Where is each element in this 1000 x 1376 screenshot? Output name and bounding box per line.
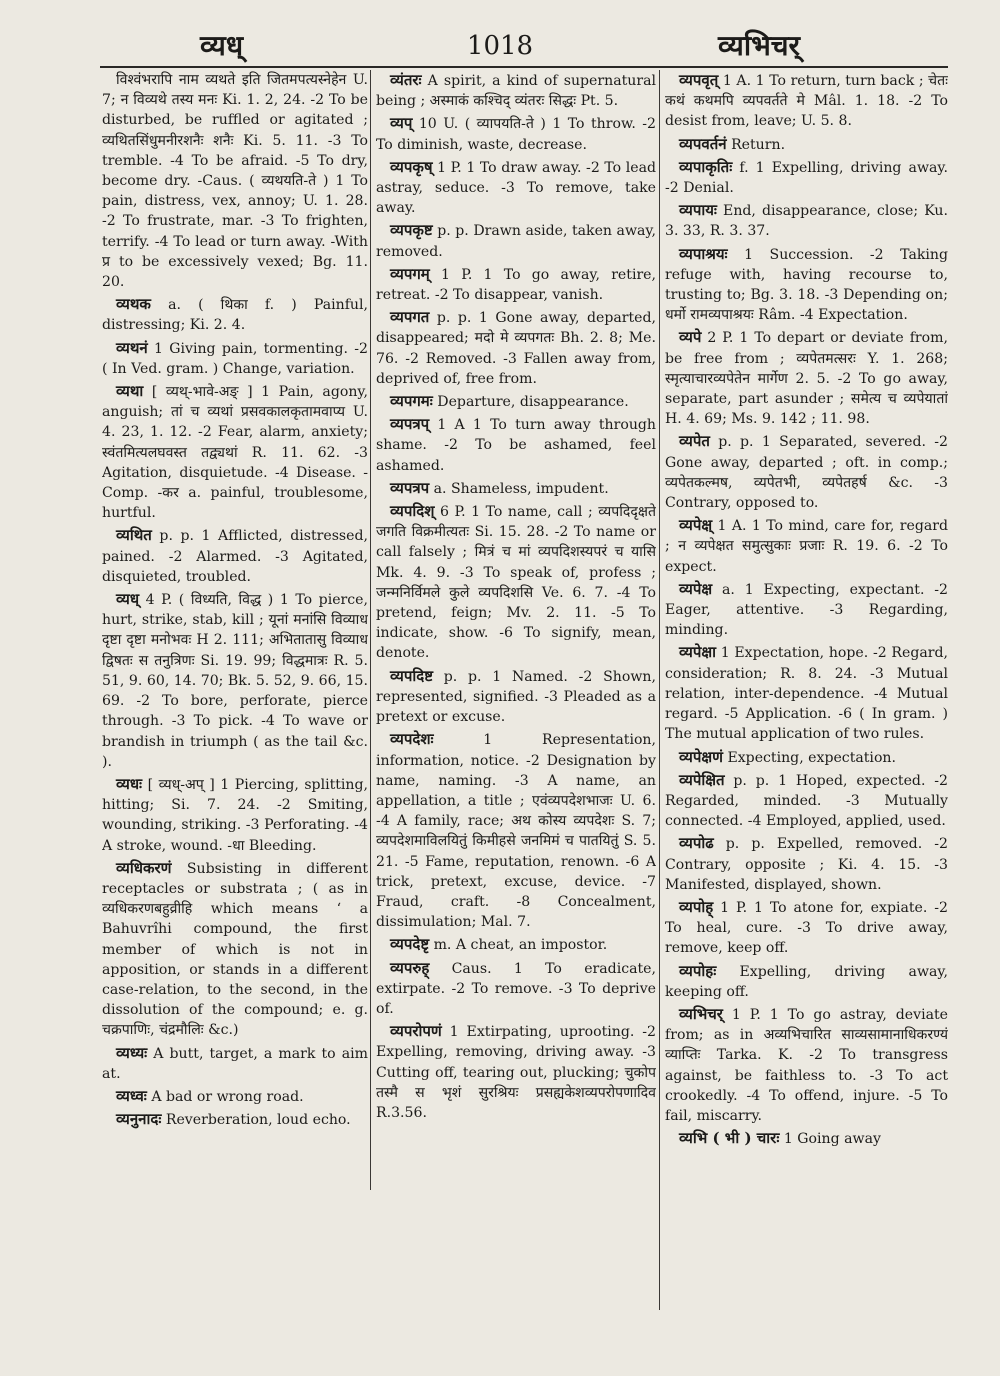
column-1: [102, 70, 368, 1160]
entry-text: p. p. 1 Separated, severed. -2 Gone away, departed ; oft. in comp.; व्यपेतकल्मष, व्यपेतभी, व्यपेतहर्ष &c. -3 Contrary, opposed to.: [665, 434, 948, 512]
entry-headword: व्यपाकृतिः: [679, 157, 733, 176]
dictionary-entry: [665, 244, 948, 326]
page-number: 1018: [466, 31, 534, 61]
entry-headword: व्यथित: [116, 526, 152, 545]
entry-text: p. p. Drawn aside, taken away, removed.: [376, 223, 656, 260]
entry-text: 6 P. 1 To name, call ; व्यपदिदृक्षते जगति विक्रमीत्यतः Si. 15. 28. -2 To name or call falsely ; मित्रं च मां व्यपदिशस्यपरं च यासि Mk. 4. 9. -3 To speak of, profess ; जन्मनिर्विमले कुले व्यपदिशसि Ve. 6. 7. -4 To pretend, feign; Mv. 2. 11. -5 To indicate, show. -6 To signify, mean, denote.: [376, 504, 656, 662]
dictionary-entry: [376, 729, 656, 932]
dictionary-entry: [665, 200, 948, 241]
entry-headword: व्यधिकरणं: [116, 858, 172, 877]
entry-headword: व्यथक: [116, 295, 151, 314]
entry-headword: व्यभि ( भी ) चारः: [679, 1129, 780, 1148]
entry-text: Caus. 1 To eradicate, extirpate. -2 To remove. -3 To deprive of.: [376, 960, 656, 1017]
entry-text: 4 P. ( विध्यति, विद्ध ) 1 To pierce, hurt, strike, stab, kill ; यूनां मनांसि विव्याध दृष्टा दृष्टा मनोभवः H 2. 111; अभितातासु विव्याध द्विषतः स तनुत्रिणः Si. 19. 99; विद्धमात्रः R. 5. 51, 9. 60, 14. 70; Bk. 5. 52, 9. 66, 15. 69. -2 To bore, perforate, pierce through. -3 To pick. -4 To wave or brandish in triumph ( as the tail &c. ).: [102, 592, 368, 770]
entry-headword: व्यपेक्ष्: [679, 516, 713, 535]
dictionary-entry: [376, 501, 656, 664]
dictionary-entry: [102, 1086, 368, 1107]
dictionary-entry: [376, 934, 656, 955]
dictionary-entry: [376, 958, 656, 1020]
entry-headword: व्यपेक्ष: [679, 579, 713, 598]
dictionary-entry: [376, 157, 656, 219]
entry-headword: व्यध्: [116, 590, 140, 609]
dictionary-entry: [102, 589, 368, 772]
entry-headword: व्यपगमः: [390, 392, 433, 411]
entry-headword: व्यध्वः: [116, 1086, 147, 1105]
entry-text: p. p. Expelled, removed. -2 Contrary, opposite ; Ki. 4. 15. -3 Manifested, displayed, shown.: [665, 836, 948, 893]
entry-text: 1 A. 1 To return, turn back ; चेतः कथं कथमपि व्यपवर्तते मे Mâl. 1. 18. -2 To desist from, leave; U. 5. 8.: [665, 73, 948, 130]
entry-text: p. p. 1 Named. -2 Shown, represented, signified. -3 Pleaded as a pretext or excuse.: [376, 668, 656, 726]
entry-headword: व्यनुनादः: [116, 1110, 162, 1129]
entry-text: f. 1 Expelling, driving away. -2 Denial.: [665, 159, 948, 197]
entry-text: 2 P. 1 To depart or deviate from, be free from ; व्यपेतमत्सरः Y. 1. 268; स्मृत्याचारव्यपेतेन मार्गेण 2. 5. -2 To go away, separate, part asunder ; समेत्य च व्यपेयातां H. 4. 69; Ms. 9. 142 ; 11. 98.: [665, 330, 948, 428]
dictionary-entry: [376, 666, 656, 728]
entry-headword: व्यपगत: [390, 308, 430, 327]
dictionary-entry: [665, 833, 948, 895]
entry-headword: व्यपदिश्: [390, 502, 435, 521]
dictionary-entry: [665, 961, 948, 1002]
entry-headword: व्यपदेशः: [390, 730, 434, 749]
dictionary-entry: [376, 220, 656, 261]
entry-text: p. p. 1 Gone away, departed, disappeared; मदो मे व्यपगतः Bh. 2. 8; Me. 76. -2 Removed. -3 Fallen away from, deprived of, free from.: [376, 310, 656, 387]
entry-headword: व्यपोढ: [679, 834, 714, 853]
dictionary-entry: [102, 1109, 368, 1130]
dictionary-entry: [376, 264, 656, 305]
entry-headword: व्यपेक्षणं: [679, 747, 723, 766]
dictionary-entry: [665, 431, 948, 513]
entry-text: 1 Giving pain, tormenting. -2 ( In Ved. gram. ) Change, variation.: [102, 340, 368, 377]
entry-text: 1 Going away: [783, 1131, 881, 1148]
dictionary-entry: [376, 113, 656, 154]
entry-text: 1 P. 1 To go away, retire, retreat. -2 To disappear, vanish.: [376, 266, 656, 304]
entry-headword: व्यपे: [679, 328, 702, 347]
dictionary-entry: [665, 1004, 948, 1126]
entry-text: Return.: [731, 136, 786, 153]
entry-headword: व्यथा: [116, 382, 144, 401]
dictionary-entry: [376, 414, 656, 476]
entry-text: 10 U. ( व्यापयति-ते ) 1 To throw. -2 To diminish, waste, decrease.: [376, 116, 656, 153]
dictionary-entry: [665, 70, 948, 132]
entry-text: a. Shameless, impudent.: [433, 480, 609, 497]
entry-headword: व्यपोहः: [679, 961, 717, 980]
entry-text: 1 P. 1 To atone for, expiate. -2 To heal, cure. -3 To drive away, remove, keep off.: [665, 899, 948, 957]
entry-headword: व्यपदेष्टृ: [390, 935, 430, 954]
dictionary-entry: [102, 525, 368, 587]
dictionary-entry: [665, 515, 948, 577]
entry-headword: व्यपकृष्: [390, 157, 433, 176]
entry-headword: व्यपत्रप्: [390, 415, 430, 434]
dictionary-entry: [665, 327, 948, 429]
entry-text: 1 Representation, information, notice. -2 Designation by name, naming. -3 A name, an appellation, a title ; एवंव्यपदेशभाजः U. 6. -4 A family, race; अथ कोस्य व्यपदेशः S. 7; व्यपदेशमाविलयितुं किमीहसे जनमिमं च पातयितुं S. 5. 21. -5 Fame, reputation, renown. -6 A trick, pretext, excuse, device. -7 Fraud, craft. -8 Concealment, dissimulation; Mal. 7.: [376, 732, 656, 931]
entry-text: A spirit, a kind of supernatural being ; अस्माकं कश्चिद् व्यंतरः सिद्धः Pt. 5.: [376, 73, 656, 110]
entry-text: A butt, target, a mark to aim at.: [102, 1045, 368, 1082]
entry-headword: व्यपेक्षा: [679, 643, 716, 662]
entry-text: 1 P. 1 To draw away. -2 To lead astray, seduce. -3 To remove, take away.: [376, 159, 656, 217]
entry-headword: व्यपदिष्ट: [390, 666, 433, 685]
entry-text: a. 1 Expecting, expectant. -2 Eager, attentive. -3 Regarding, minding.: [665, 581, 948, 639]
running-head-left: व्यध्: [200, 29, 244, 62]
dictionary-entry: [102, 294, 368, 335]
dictionary-entry: [665, 157, 948, 198]
entry-headword: व्यपरोपणं: [390, 1022, 442, 1041]
dictionary-entry: [665, 642, 948, 744]
entry-headword: व्यंतरः: [390, 71, 422, 89]
dictionary-entry: [376, 478, 656, 499]
dictionary-entry: [376, 307, 656, 389]
dictionary-entry: [102, 381, 368, 523]
entry-headword: व्यपत्रप: [390, 478, 430, 497]
entry-headword: व्यपाश्रयः: [679, 244, 728, 263]
entry-text: Reverberation, loud echo.: [165, 1112, 351, 1129]
entry-headword: व्यपायः: [679, 201, 717, 220]
dictionary-entry: [102, 1043, 368, 1084]
entry-headword: व्यध्यः: [116, 1043, 148, 1062]
entry-text: Expecting, expectation.: [727, 749, 896, 766]
dictionary-entry: [665, 1128, 948, 1149]
entry-text: [ व्यथ्-भावे-अङ् ] 1 Pain, agony, anguish; तां च व्यथां प्रसवकालकृतामवाप्य U. 4. 23, 1. 12. -2 Fear, alarm, anxiety; स्वंतमित्यलघवस्त तद्व्यथां R. 11. 62. -3 Agitation, disquietude. -4 Disease. -Comp. -कर a. painful, troublesome, hurtful.: [102, 384, 368, 522]
entry-headword: व्यपकृष्ट: [390, 221, 433, 240]
entry-text: 1 A 1 To turn away through shame. -2 To be ashamed, feel ashamed.: [376, 417, 656, 474]
entry-text: p. p. 1 Afflicted, distressed, pained. -2 Alarmed. -3 Agitated, disquieted, troubled.: [102, 528, 368, 585]
dictionary-entry: [102, 858, 368, 1041]
dictionary-entry: [102, 774, 368, 856]
entry-text: 1 Expectation, hope. -2 Regard, consideration; R. 8. 24. -3 Mutual relation, inter-dependence. -4 Mutual regard. -5 Application. -6 ( In gram. ) The mutual application of two rules.: [665, 645, 948, 743]
dictionary-entry: [665, 134, 948, 155]
entry-text: 1 Extirpating, uprooting. -2 Expelling, removing, driving away. -3 Cutting off, tearing out, plucking; चुकोप तस्मै स भृशं सुरश्रियः प्रसह्यकेशव्यपरोपणादिव R.3.56.: [376, 1024, 656, 1121]
column-3: [665, 70, 948, 1310]
entry-headword: व्यभिचर्: [679, 1004, 723, 1023]
entry-headword: व्यधः: [116, 774, 143, 793]
dictionary-entry: [102, 70, 368, 292]
running-head-right: व्यभिचर्: [718, 29, 800, 62]
entry-text: m. A cheat, an impostor.: [433, 937, 608, 954]
entry-text: a. ( थिका f. ) Painful, distressing; Ki. 2. 4.: [102, 297, 368, 334]
column-divider: [370, 70, 371, 1190]
entry-headword: व्यपेत: [679, 432, 710, 451]
header-rule: [100, 66, 948, 68]
entry-text: 1 Succession. -2 Taking refuge with, having recourse to, trusting to; Bg. 3. 18. -3 Depending on; धर्मो रामव्यपाश्रयः Râm. -4 Expectation.: [665, 246, 948, 324]
entry-headword: व्यथनं: [116, 338, 148, 357]
dictionary-entry: [665, 897, 948, 959]
entry-headword: व्यपोह्: [679, 897, 714, 916]
entry-text: [ व्यध्-अप् ] 1 Piercing, splitting, hitting; Si. 7. 24. -2 Smiting, wounding, striking. -3 Perforating. -4 A stroke, wound. -धा Bleeding.: [102, 776, 368, 854]
entry-text: p. p. 1 Hoped, expected. -2 Regarded, minded. -3 Mutually connected. -4 Employed, applied, used.: [665, 772, 948, 830]
entry-text: Departure, disappearance.: [437, 394, 629, 411]
entry-text: A bad or wrong road.: [151, 1088, 304, 1105]
entry-text: 1 P. 1 To go astray, deviate from; as in अव्यभिचारित साव्यसामानाधिकरण्यं व्याप्तिः Tarka. K. -2 To transgress against, be faithless to. -3 To act crookedly. -4 To offend, injure. -5 To fail, miscarry.: [665, 1006, 948, 1124]
dictionary-entry: [665, 579, 948, 641]
entry-text: विश्वंभरापि नाम व्यथते इति जितमपत्यस्नेहेन U. 7; न विव्यथे तस्य मनः Ki. 1. 2, 24. -2 To be disturbed, be ruffled or agitated ; व्यथितसिंधुमनीरशनैः शनैः Ki. 5. 11. -3 To tremble. -4 To be afraid. -5 To dry, become dry. -Caus. ( व्यथयति-ते ) 1 To pain, distress, vex, annoy; U. 1. 28. -2 To frustrate, mar. -3 To frighten, terrify. -4 To lead or turn away. -With प्र to be excessively vexed; Bg. 11. 20.: [102, 72, 368, 291]
entry-text: Expelling, driving away, keeping off.: [665, 963, 948, 1000]
entry-headword: व्यपवृत्: [679, 71, 719, 89]
entry-headword: व्यपगम्: [390, 264, 430, 283]
dictionary-entry: [665, 747, 948, 768]
entry-headword: व्यपरुह्: [390, 958, 430, 977]
dictionary-entry: [376, 1021, 656, 1123]
entry-text: End, disappearance, close; Ku. 3. 33, R. 3. 37.: [665, 203, 948, 240]
dictionary-entry: [665, 770, 948, 832]
entry-headword: व्यप्: [390, 114, 413, 133]
dictionary-entry: [376, 70, 656, 111]
dictionary-entry: [376, 391, 656, 412]
entry-headword: व्यपवर्तनं: [679, 134, 727, 153]
dictionary-entry: [102, 338, 368, 379]
column-2: [376, 70, 656, 1300]
entry-text: 1 A. 1 To mind, care for, regard ; न व्यपेक्षत समुत्सुकाः प्रजाः R. 19. 6. -2 To expect.: [665, 518, 948, 575]
column-divider: [659, 70, 660, 1310]
entry-headword: व्यपेक्षित: [679, 770, 725, 789]
entry-text: Subsisting in different receptacles or substrata ; ( as in व्यधिकरणबहुव्रीहि which means ‘ a Bahuvrîhi compound, the first member of which is not in apposition, or stands in a different case-relation, to the second, in the dissolution of the compound; e. g. चक्रपाणिः, चंद्रमौलिः &c.): [102, 860, 368, 1039]
